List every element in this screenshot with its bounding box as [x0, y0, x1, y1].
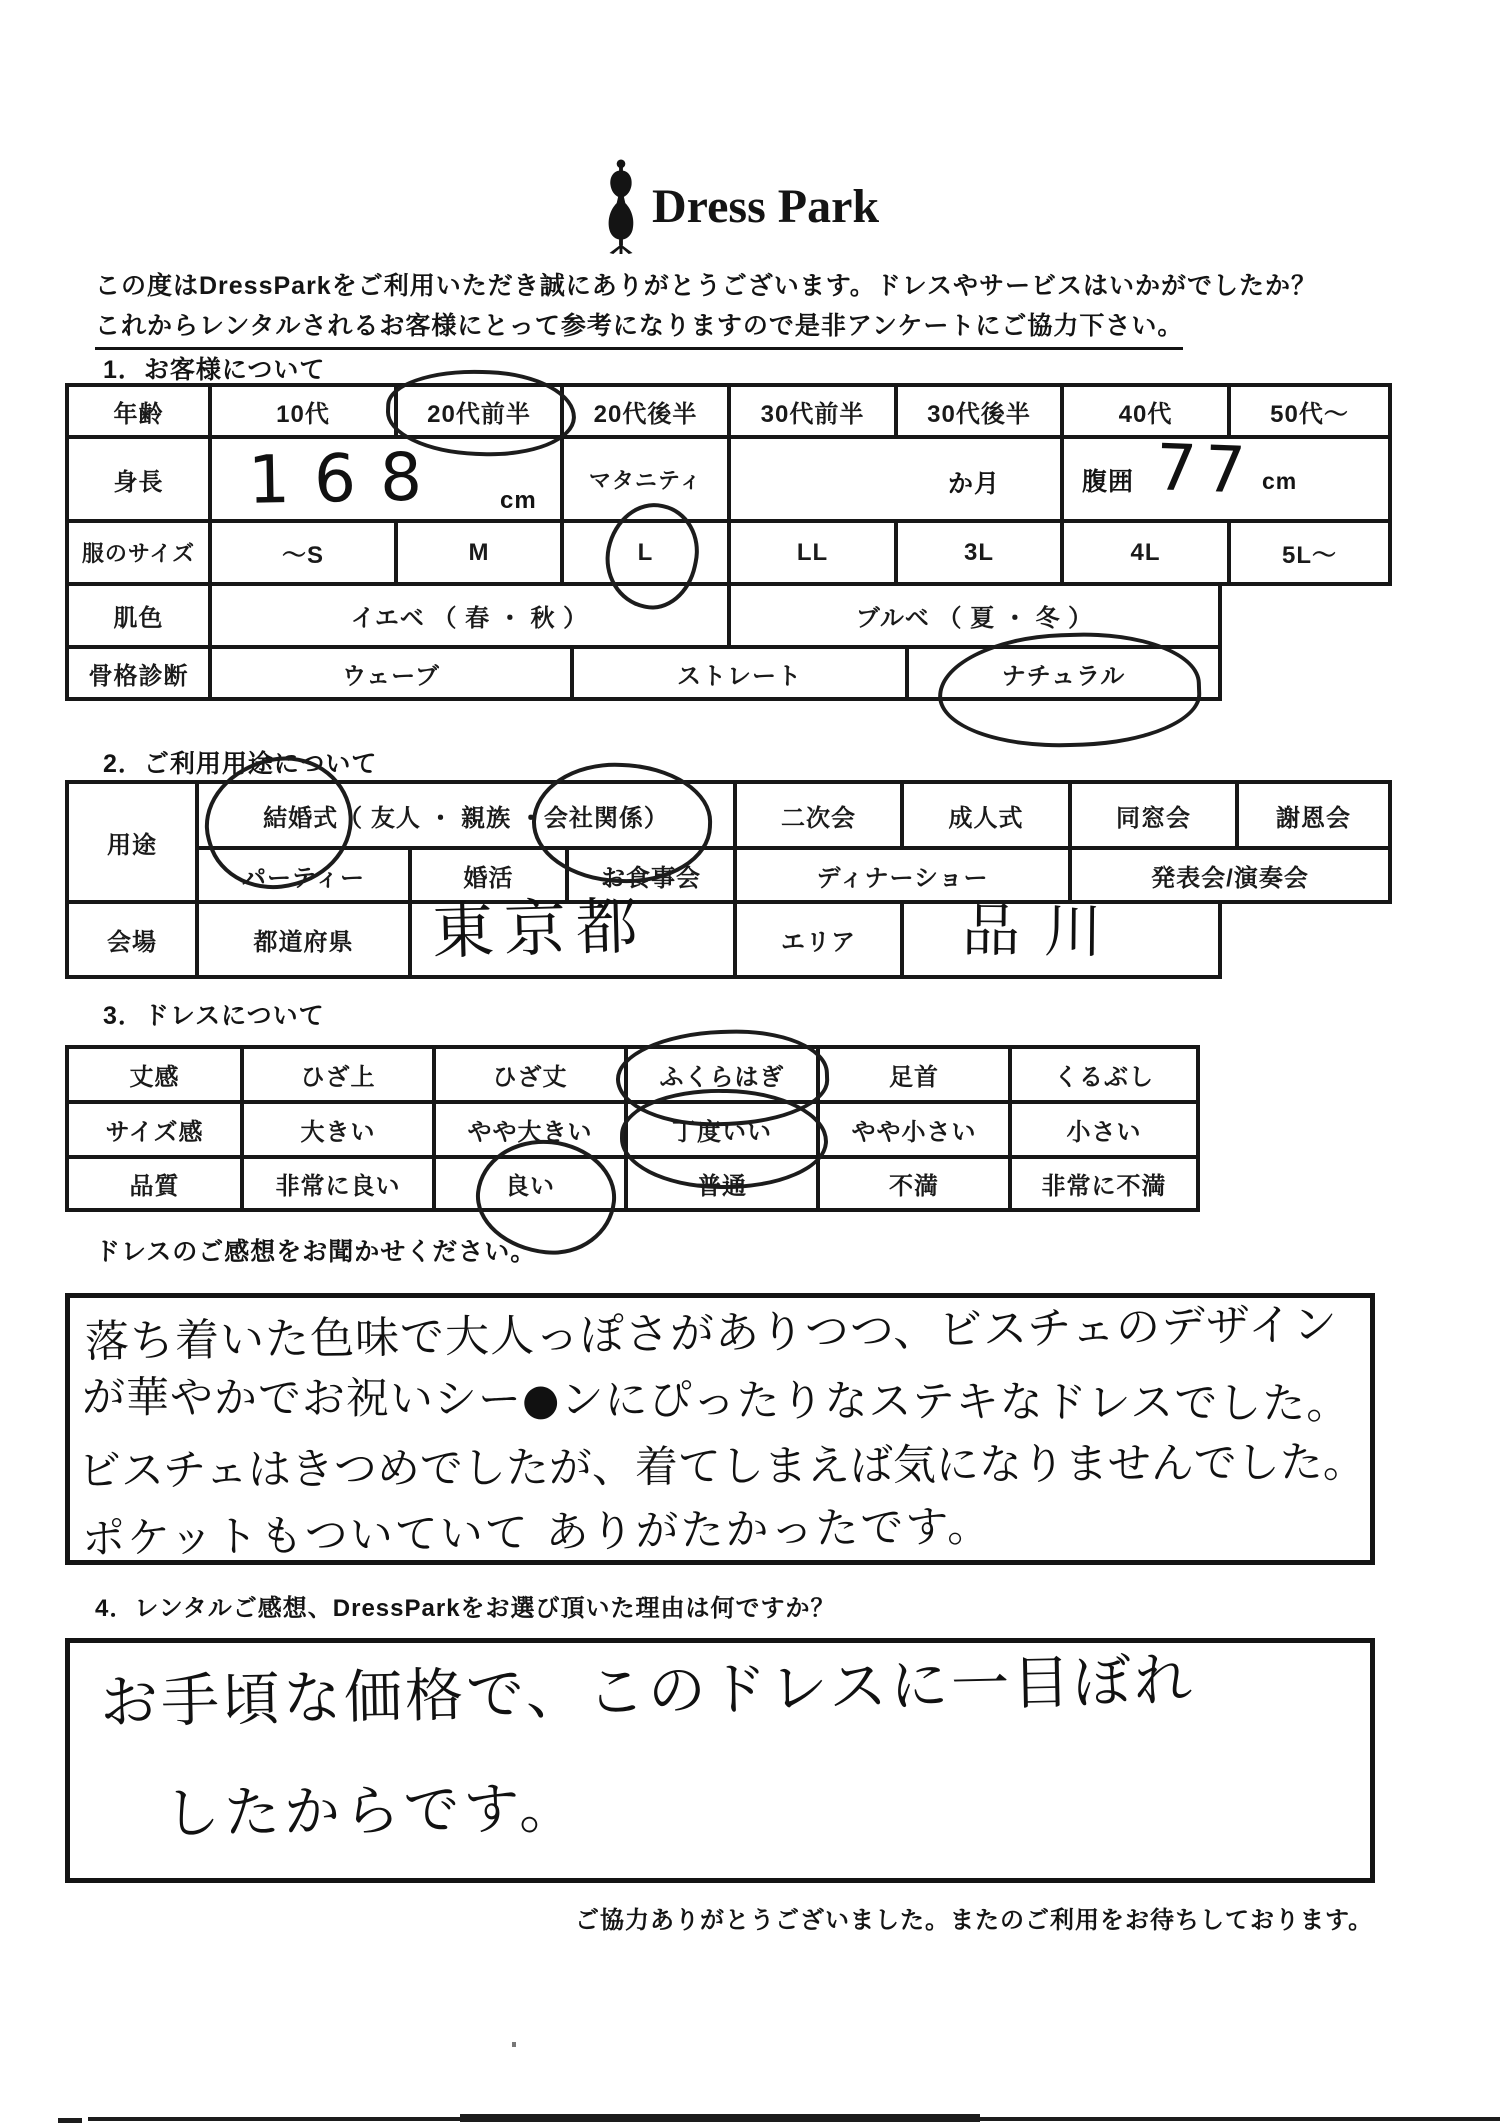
usage-option-company: 会社関係	[543, 804, 644, 832]
section4-heading: 4．レンタルご感想、DressParkをお選び頂いた理由は何ですか？	[95, 1595, 836, 1622]
venue-label: 会場	[65, 900, 199, 979]
size-label: 服のサイズ	[65, 519, 212, 586]
feedback-line-4: ポケットもついていて ありがたかったです。	[81, 1501, 993, 1565]
length-option-calf: ふくらはぎ	[624, 1045, 820, 1104]
skin-label: 肌色	[65, 582, 212, 649]
usage-option-afterparty: 二次会	[733, 780, 904, 850]
skeleton-option-natural: ナチュラル	[905, 645, 1222, 701]
fit-option-large: 大きい	[240, 1100, 436, 1159]
maternity-label: マタニティ	[560, 435, 731, 523]
usage-label: 用途	[65, 780, 199, 904]
wedding-sub-close: ）	[643, 804, 669, 832]
usage-option-wedding: 結婚式	[263, 804, 339, 832]
age-option-20s-early: 20代前半	[394, 383, 564, 439]
wedding-sub-open: （ 友人 ・ 親族 ・	[338, 804, 544, 832]
quality-option-good: 良い	[432, 1155, 628, 1212]
size-option-ll: LL	[727, 519, 898, 586]
size-option-l: L	[560, 519, 731, 586]
age-option-10s: 10代	[208, 383, 398, 439]
feedback-prompt: ドレスのご感想をお聞かせください。	[95, 1238, 537, 1266]
intro-line1: この度はDressParkをご利用いただき誠にありがとうございます。ドレスやサービスはいかがでしたか？	[95, 272, 1317, 300]
footer-thanks: ご協力ありがとうございました。またのご利用をお待ちしております。	[575, 1907, 1374, 1934]
feedback-line-2: が華やかでお祝いシー●ンにぴったりなステキなドレスでした。	[81, 1372, 1351, 1430]
reason-line-1: お手頃な価格で、このドレスに一目ぼれ	[99, 1645, 1196, 1737]
length-option-knee: ひざ丈	[432, 1045, 628, 1104]
logo-text: Dress Park	[652, 179, 880, 233]
height-unit: cm	[500, 487, 537, 514]
age-option-30s-late: 30代後半	[894, 383, 1064, 439]
fit-label: サイズ感	[65, 1100, 244, 1159]
scan-speck	[512, 2042, 516, 2047]
usage-option-dinner: お食事会	[565, 846, 737, 904]
usage-option-konkatsu: 婚活	[408, 846, 569, 904]
age-option-50s: 50代～	[1227, 383, 1392, 439]
length-option-ankle: 足首	[816, 1045, 1012, 1104]
area-label: エリア	[733, 900, 904, 979]
feedback-line-3: ビスチェはきつめでしたが、着てしまえば気になりませんでした。	[77, 1437, 1367, 1497]
size-option-4l: 4L	[1060, 519, 1231, 586]
size-option-3l: 3L	[894, 519, 1064, 586]
section2-heading: 2．ご利用用途について	[103, 750, 378, 778]
quality-option-very-good: 非常に良い	[240, 1155, 436, 1212]
age-option-40s: 40代	[1060, 383, 1231, 439]
usage-option-coming-of-age: 成人式	[900, 780, 1072, 850]
area-handwritten-value: 品川	[961, 896, 1127, 966]
usage-option-party: パーティー	[195, 846, 412, 904]
fit-option-just-right: 丁度いい	[624, 1100, 820, 1159]
skeleton-label: 骨格診断	[65, 645, 212, 701]
age-option-30s-early: 30代前半	[727, 383, 898, 439]
skeleton-option-wave: ウェーブ	[208, 645, 574, 701]
prefecture-label: 都道府県	[195, 900, 412, 979]
height-handwritten-value: 168	[247, 438, 447, 519]
usage-option-dinner-show: ディナーショー	[733, 846, 1072, 904]
skin-option-yellow: イエベ （ 春 ・ 秋 ）	[208, 582, 731, 649]
length-option-anklebone: くるぶし	[1008, 1045, 1200, 1104]
scan-edge-line-dark	[460, 2114, 980, 2122]
quality-option-normal: 普通	[624, 1155, 820, 1212]
usage-option-reunion: 同窓会	[1068, 780, 1239, 850]
length-label: 丈感	[65, 1045, 244, 1104]
reason-line-2: したからです。	[163, 1776, 580, 1847]
usage-option-recital: 発表会/演奏会	[1068, 846, 1392, 904]
logo	[600, 158, 879, 254]
prefecture-handwritten-value: 東京都	[431, 889, 649, 968]
fit-option-slightly-large: やや大きい	[432, 1100, 628, 1159]
size-option-m: M	[394, 519, 564, 586]
section1-heading: 1．お客様について	[103, 356, 326, 384]
fit-option-slightly-small: やや小さい	[816, 1100, 1012, 1159]
scan-edge-stub	[58, 2118, 82, 2123]
maternity-months-cell	[727, 435, 1064, 523]
length-option-above-knee: ひざ上	[240, 1045, 436, 1104]
age-option-20s-late: 20代後半	[560, 383, 731, 439]
waist-handwritten-value: 77	[1154, 431, 1255, 509]
quality-label: 品質	[65, 1155, 244, 1212]
size-option-s: ～S	[208, 519, 398, 586]
quality-option-bad: 不満	[816, 1155, 1012, 1212]
section3-heading: 3．ドレスについて	[103, 1002, 325, 1030]
intro-line2: これからレンタルされるお客様にとって参考になりますので是非アンケートにご協力下さい。	[95, 306, 1183, 350]
waist-label: 腹囲	[1082, 468, 1135, 496]
age-label: 年齢	[65, 383, 212, 439]
quality-option-very-bad: 非常に不満	[1008, 1155, 1200, 1212]
height-label: 身長	[65, 435, 212, 523]
feedback-line-1: 落ち着いた色味で大人っぽさがありつつ、ビスチェのデザイン	[84, 1299, 1339, 1368]
usage-option-thanks-party: 謝恩会	[1235, 780, 1392, 850]
skeleton-option-straight: ストレート	[570, 645, 909, 701]
fit-option-small: 小さい	[1008, 1100, 1200, 1159]
months-label: か月	[948, 470, 1001, 498]
waist-unit: cm	[1262, 468, 1298, 494]
skin-option-blue: ブルベ （ 夏 ・ 冬 ）	[727, 582, 1222, 649]
dress-form-icon	[600, 158, 642, 254]
size-option-5l: 5L～	[1227, 519, 1392, 586]
